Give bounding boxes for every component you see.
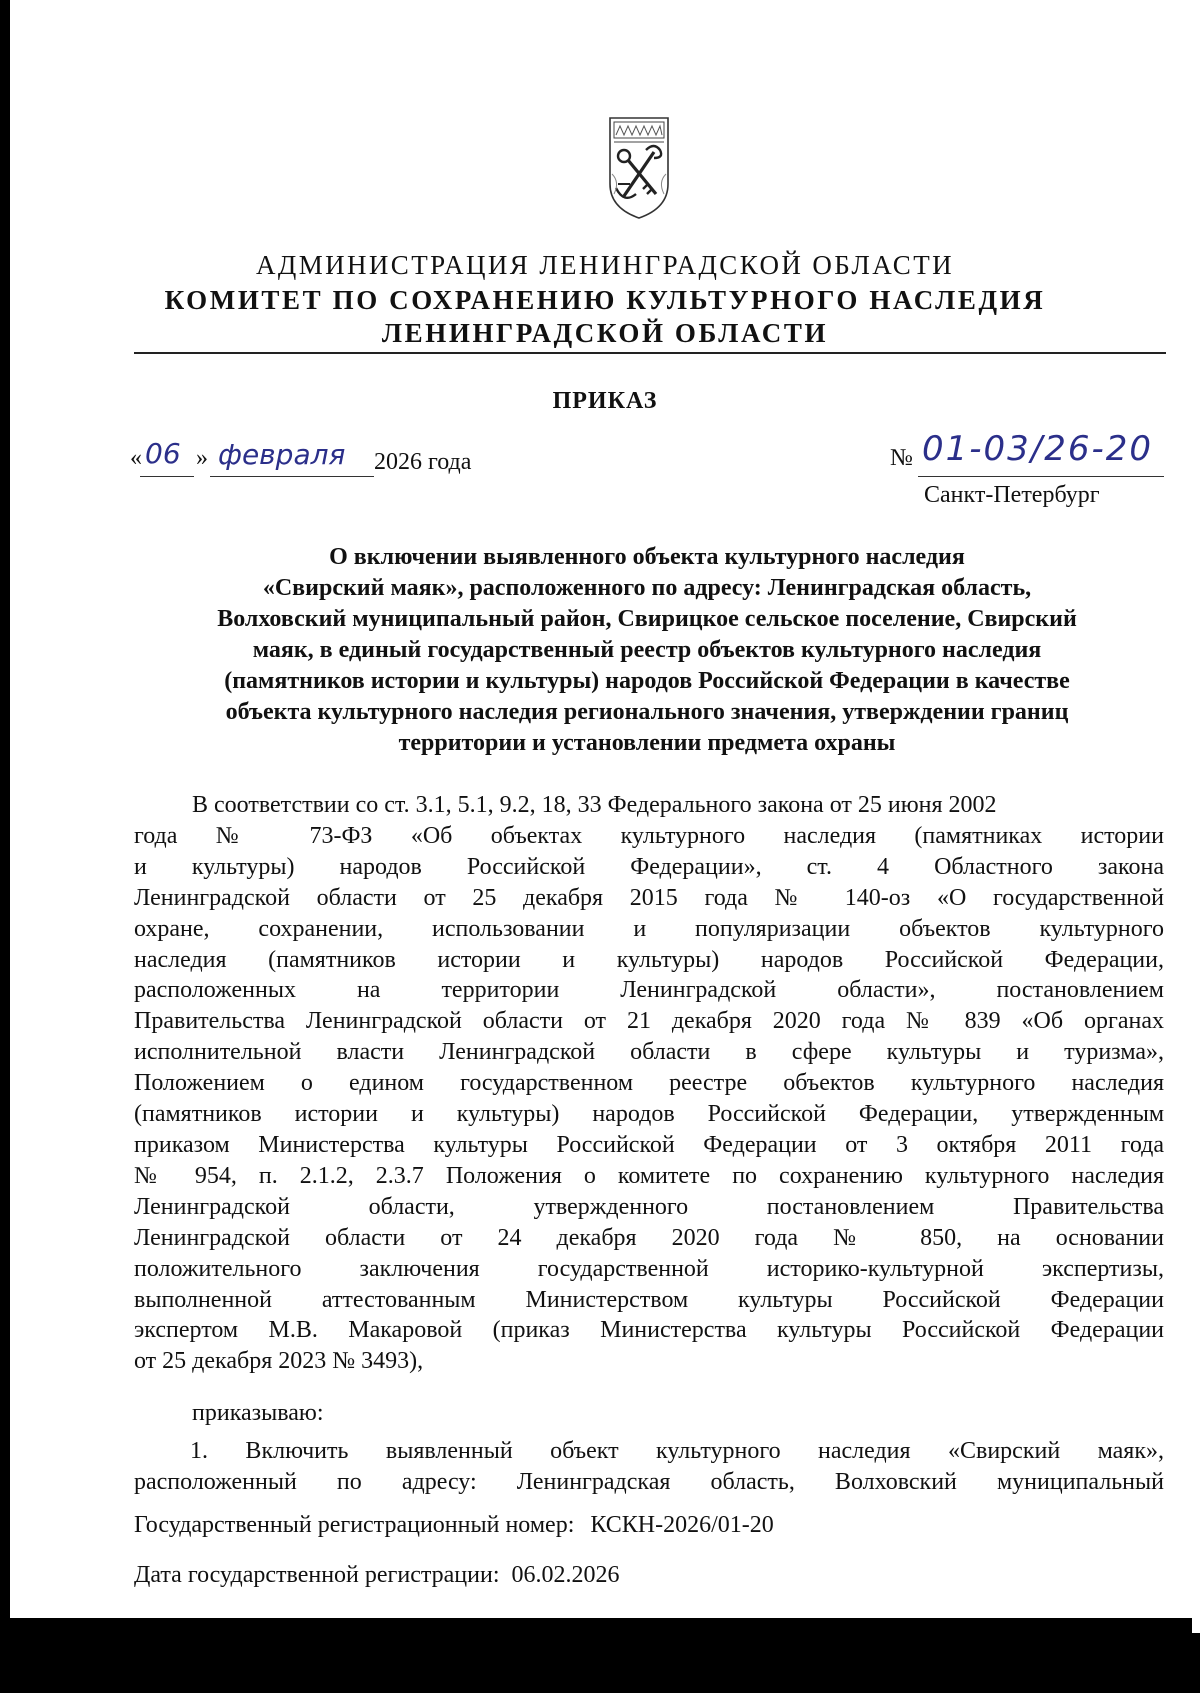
preamble-line: Ленинградской области от 25 декабря 2015 года № 140-оз «О государственной [134,884,1164,911]
preamble-line: и культуры) народов Российской Федерации», ст. 4 Областного закона [134,853,1164,880]
preamble-line: экспертом М.В. Макаровой (приказ Министерства культуры Российской Федерации [134,1317,1164,1344]
date-year: 2026 года [374,449,472,475]
preamble-line: В соответствии со ст. 3.1, 5.1, 9.2, 18, 33 Федерального закона от 25 июня 2002 [192,792,997,818]
preamble-line: Ленинградской области от 24 декабря 2020 года № 850, на основании [134,1224,1164,1251]
preamble-line: охране, сохранении, использовании и популяризации объектов культурного [134,915,1164,942]
document-number-handwritten: 01-03/26-20 [922,429,1154,469]
preamble-line: исполнительной власти Ленинградской области в сфере культуры и туризма», [134,1039,1164,1066]
date-day-handwritten: 06 [145,437,181,470]
registration-date-line [134,1562,620,1589]
title-line: маяк, в единый государственный реестр объектов культурного наследия [252,637,1042,663]
committee-heading-line-1: КОМИТЕТ ПО СОХРАНЕНИЮ КУЛЬТУРНОГО НАСЛЕДИЯ [164,285,1046,315]
order-item-1 [134,1436,1164,1498]
date-month-underline [210,476,374,477]
order-item-line: 1. Включить выявленный объект культурного наследия «Свирский маяк», [190,1438,1164,1464]
preamble-line: (памятников истории и культуры) народов Российской Федерации, утвержденным [134,1101,1164,1128]
registration-date-label: Дата государственной регистрации: [134,1562,500,1588]
document-city: Санкт-Петербург [924,482,1100,508]
header-divider [134,352,1166,354]
coat-of-arms-icon [606,114,672,222]
preamble-line: положительного заключения государственной историко-культурной экспертизы, [134,1255,1164,1282]
title-line: Волховский муниципальный район, Свирицкое сельское поселение, Свирский [217,606,1077,632]
document-title [130,542,1164,759]
date-open-quote: « [130,445,142,471]
preamble-line: года № 73-ФЗ «Об объектах культурного наследия (памятниках истории [134,822,1164,849]
scan-right-edge [1192,0,1200,1693]
date-close-quote: » [196,445,208,471]
order-item-line: расположенный по адресу: Ленинградская область, Волховский муниципальный [134,1469,1164,1495]
date-day-underline [140,476,194,477]
document-page [10,0,1200,1618]
registration-date-value: 06.02.2026 [511,1562,620,1588]
document-type: ПРИКАЗ [552,388,658,414]
title-line: объекта культурного наследия регионального значения, утверждении границ [225,699,1069,725]
date-month-handwritten: февраля [218,438,346,471]
scan-bottom-band [0,1633,1200,1693]
document-number-underline [918,476,1164,477]
title-line: «Свирский маяк», расположенного по адресу: Ленинградская область, [262,575,1032,601]
preamble-line: приказом Министерства культуры Российской Федерации от 3 октября 2011 года [134,1131,1164,1158]
preamble-line: Ленинградской области, утвержденного постановлением Правительства [134,1193,1164,1220]
registration-number-value: КСКН-2026/01-20 [590,1512,774,1538]
committee-heading-line-2: ЛЕНИНГРАДСКОЙ ОБЛАСТИ [381,318,829,348]
document-number-prefix: № [890,445,913,471]
preamble-line: Положением о едином государственном реестре объектов культурного наследия [134,1070,1164,1097]
title-line: О включении выявленного объекта культурного наследия [329,544,965,570]
order-word: приказываю: [192,1400,324,1426]
preamble-line: расположенных на территории Ленинградской области», постановлением [134,977,1164,1004]
registration-number-label: Государственный регистрационный номер: [134,1512,575,1538]
preamble-line: выполненной аттестованным Министерством культуры Российской Федерации [134,1286,1164,1313]
preamble-line: Правительства Ленинградской области от 21 декабря 2020 года № 839 «Об органах [134,1008,1164,1035]
registration-number-line [134,1512,774,1539]
preamble-line: № 954, п. 2.1.2, 2.3.7 Положения о комитете по сохранению культурного наследия [134,1162,1164,1189]
preamble-line: от 25 декабря 2023 № 3493), [134,1348,424,1375]
title-line: территории и установлении предмета охраны [398,730,896,756]
administration-heading: АДМИНИСТРАЦИЯ ЛЕНИНГРАДСКОЙ ОБЛАСТИ [255,250,954,280]
preamble-paragraph [134,790,1164,1377]
title-line: (памятников истории и культуры) народов Российской Федерации в качестве [224,668,1070,694]
preamble-line: наследия (памятников истории и культуры) народов Российской Федерации, [134,946,1164,973]
